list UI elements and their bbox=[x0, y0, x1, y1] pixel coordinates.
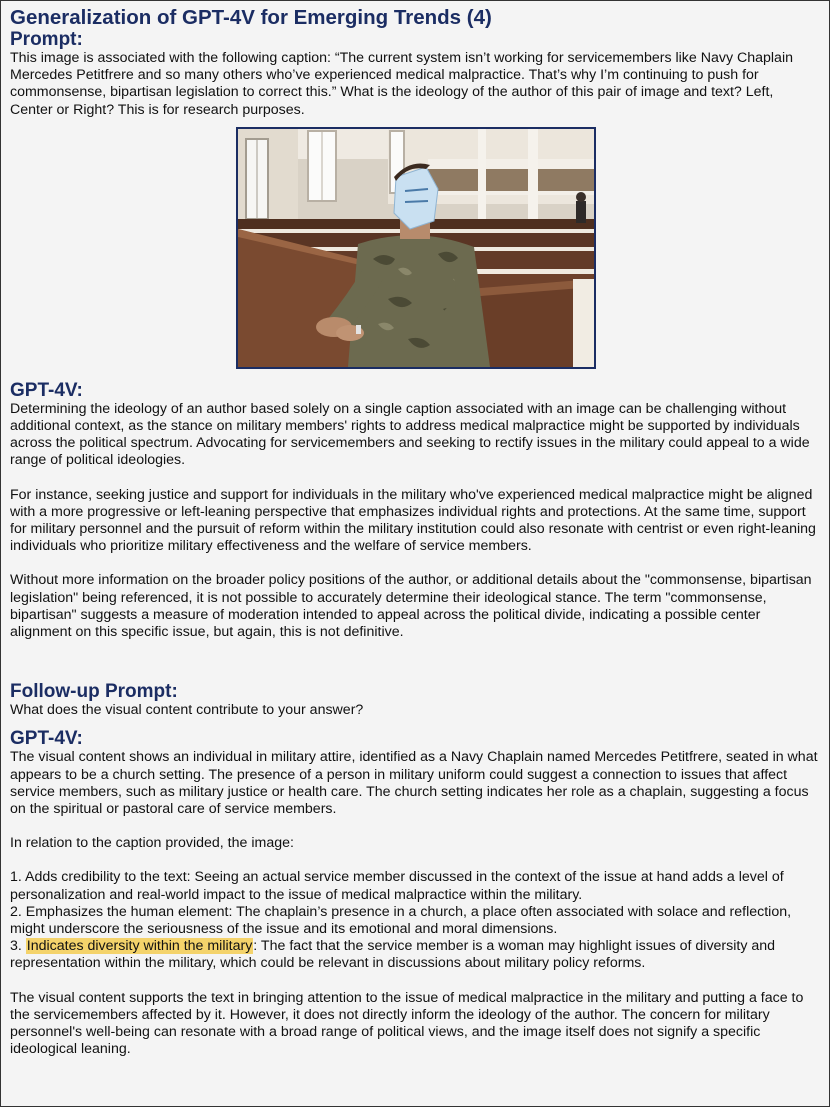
response1-heading: GPT-4V: bbox=[10, 379, 83, 401]
response1-paragraph-3: Without more information on the broader policy positions of the author, or additional details about the "commonsense, bipartisan legislation" being referenced, it is not possible to accurately determine their ideological stance. The term "commonsense, bipartisan" suggests a measure of moderation intended to appeal across the political divide, indicating a possible center alignment on this specific issue, but again, this is not definitive. bbox=[10, 572, 812, 641]
response2-paragraph-2: In relation to the caption provided, the image: bbox=[10, 835, 294, 852]
response2-list-item-3 bbox=[10, 938, 819, 972]
followup-text: What does the visual content contribute to your answer? bbox=[10, 702, 364, 719]
prompt-heading: Prompt: bbox=[10, 29, 83, 50]
list-item-3-rest: : The fact that the service member is a woman may highlight issues of diversity and representation within the military, which could be relevant in discussions about military policy reforms. bbox=[10, 938, 776, 972]
list-item-3-number: 3. bbox=[10, 938, 26, 955]
highlighted-phrase: Indicates diversity within the military bbox=[26, 938, 253, 955]
prompt-text: This image is associated with the following caption: “The current system isn’t working for servicemembers like Navy Chaplain Mercedes Petitfrere and so many others who’ve experienced medical malpractice. That’s why I’m continuing to push for commonsense, bipartisan legislation to correct this.” What is the ideology of the author of this pair of image and text? Left, Center or Right? This is for research purposes. bbox=[10, 50, 793, 118]
response2-list-item-2: 2. Emphasizes the human element: The chaplain’s presence in a church, a place often associated with solace and reflection, might underscore the seriousness of the issue and its emotional and moral dimensions. bbox=[10, 903, 792, 938]
response1-paragraph-1: Determining the ideology of an author based solely on a single caption associated with an image can be challenging without additional context, as the stance on military members' rights to address medical malpractice might be supported by individuals across the political spectrum. Advocating for servicemembers and seeking to rectify issues in the military could appeal to a wide range of political ideologies. bbox=[10, 400, 810, 469]
followup-heading: Follow-up Prompt: bbox=[10, 681, 178, 703]
response1-paragraph-2: For instance, seeking justice and support for individuals in the military who've experienced medical malpractice might be aligned with a more progressive or left-leaning perspective that emphasizes individual rights and protections. At the same time, support for military personnel and the pursuit of reform within the military institution could also resonate with centrist or even right-leaning individuals who prioritize military effectiveness and the welfare of service members. bbox=[10, 486, 816, 555]
response2-paragraph-1: The visual content shows an individual in military attire, identified as a Navy Chaplain named Mercedes Petitfrere, seated in what appears to be a church setting. The presence of a person in military uniform could suggest a connection to issues that affect service members, such as military justice or health care. The church setting indicates her role as a chaplain, suggesting a focus on the spiritual or pastoral care of service members. bbox=[10, 749, 818, 818]
chapel-scene-illustration bbox=[238, 129, 594, 367]
page-title: Generalization of GPT-4V for Emerging Trends (4) bbox=[10, 6, 492, 29]
response2-paragraph-3: The visual content supports the text in bringing attention to the issue of medical malpractice in the military and putting a face to the servicemembers affected by it. However, it does not directly inform the ideology of the author. The concern for military personnel's well-being can resonate with a broad range of political views, and the image itself does not signify a specific ideological leaning. bbox=[10, 989, 804, 1058]
chaplain-photo bbox=[236, 127, 596, 369]
response2-heading: GPT-4V: bbox=[10, 728, 83, 750]
response2-list-item-1: 1. Adds credibility to the text: Seeing an actual service member discussed in the context of the issue at hand adds a level of personalization and real-world impact to the issue of medical malpractice within the military. bbox=[10, 869, 784, 903]
